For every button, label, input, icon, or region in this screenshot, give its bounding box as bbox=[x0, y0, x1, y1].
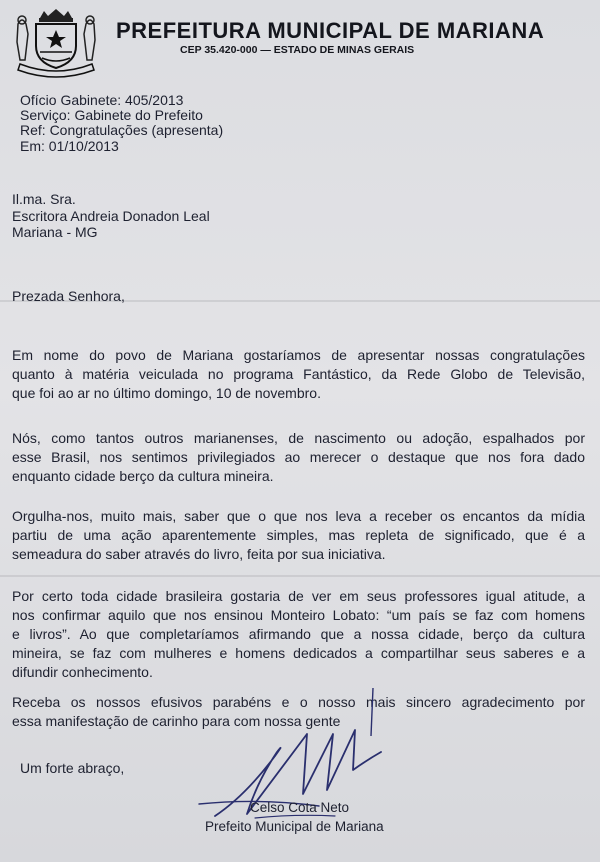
body-paragraph-3 bbox=[12, 507, 585, 564]
org-address: CEP 35.420-000 — ESTADO DE MINAS GERAIS bbox=[180, 44, 415, 56]
paragraph-line: Em nome do povo de Mariana gostaríamos de apresentar nossas congratulações bbox=[12, 347, 585, 363]
signatory-name: Celso Cota Neto bbox=[250, 800, 350, 815]
meta-oficio: Ofício Gabinete: 405/2013 bbox=[20, 92, 184, 108]
paragraph-line: esse Brasil, nos sentimos privilegiados ao merecer o destaque que nos fora dado bbox=[12, 449, 585, 465]
salutation: Prezada Senhora, bbox=[12, 288, 125, 304]
paragraph-line: quanto à matéria veiculada no programa Fantástico, da Rede Globo de Televisão, bbox=[12, 366, 585, 382]
paragraph-line: Por certo toda cidade brasileira gostaria de ver em seus professores igual atitude, a bbox=[12, 588, 585, 604]
paragraph-line: que foi ao ar no último domingo, 10 de novembro. bbox=[12, 385, 321, 401]
closing: Um forte abraço, bbox=[20, 760, 125, 776]
signatory-title: Prefeito Municipal de Mariana bbox=[205, 819, 384, 834]
body-paragraph-1 bbox=[12, 346, 585, 403]
coat-of-arms-icon bbox=[12, 8, 100, 78]
meta-date: Em: 01/10/2013 bbox=[20, 138, 119, 154]
meta-servico: Serviço: Gabinete do Prefeito bbox=[20, 107, 203, 123]
body-paragraph-2 bbox=[12, 429, 585, 486]
paragraph-line: essa manifestação de carinho para com nossa gente bbox=[12, 713, 341, 729]
recipient-city: Mariana - MG bbox=[12, 224, 98, 240]
paragraph-line: e livros”. Ao que completaríamos afirmando que a nossa cidade, berço da cultura bbox=[12, 626, 585, 642]
recipient-honorific: Il.ma. Sra. bbox=[12, 191, 76, 207]
meta-ref: Ref: Congratulações (apresenta) bbox=[20, 122, 224, 138]
paragraph-line: mineira, se faz com mulheres e homens dedicados a compartilhar seus saberes e a bbox=[12, 645, 585, 661]
paragraph-line: difundir conhecimento. bbox=[12, 664, 153, 680]
paragraph-line: partiu de uma ação aparentemente simples, mas repleta de significado, que é a bbox=[12, 527, 585, 543]
paragraph-line: Receba os nossos efusivos parabéns e o nosso mais sincero agradecimento por bbox=[12, 694, 585, 710]
org-name: PREFEITURA MUNICIPAL DE MARIANA bbox=[116, 18, 545, 43]
paper-crease bbox=[0, 575, 600, 577]
paragraph-line: semeadura do saber através do livro, feita por sua iniciativa. bbox=[12, 546, 386, 562]
recipient-name: Escritora Andreia Donadon Leal bbox=[12, 208, 210, 224]
paragraph-line: Orgulha-nos, muito mais, saber que o que nos leva a receber os encantos da mídia bbox=[12, 508, 585, 524]
paragraph-line: nos confirmar aquilo que nos ensinou Monteiro Lobato: “um país se faz com homens bbox=[12, 607, 585, 623]
letterhead bbox=[12, 8, 592, 78]
body-paragraph-4 bbox=[12, 587, 585, 682]
paragraph-line: Nós, como tantos outros marianenses, de nascimento ou adoção, espalhados por bbox=[12, 430, 585, 446]
paragraph-line: enquanto cidade berço da cultura mineira. bbox=[12, 468, 274, 484]
